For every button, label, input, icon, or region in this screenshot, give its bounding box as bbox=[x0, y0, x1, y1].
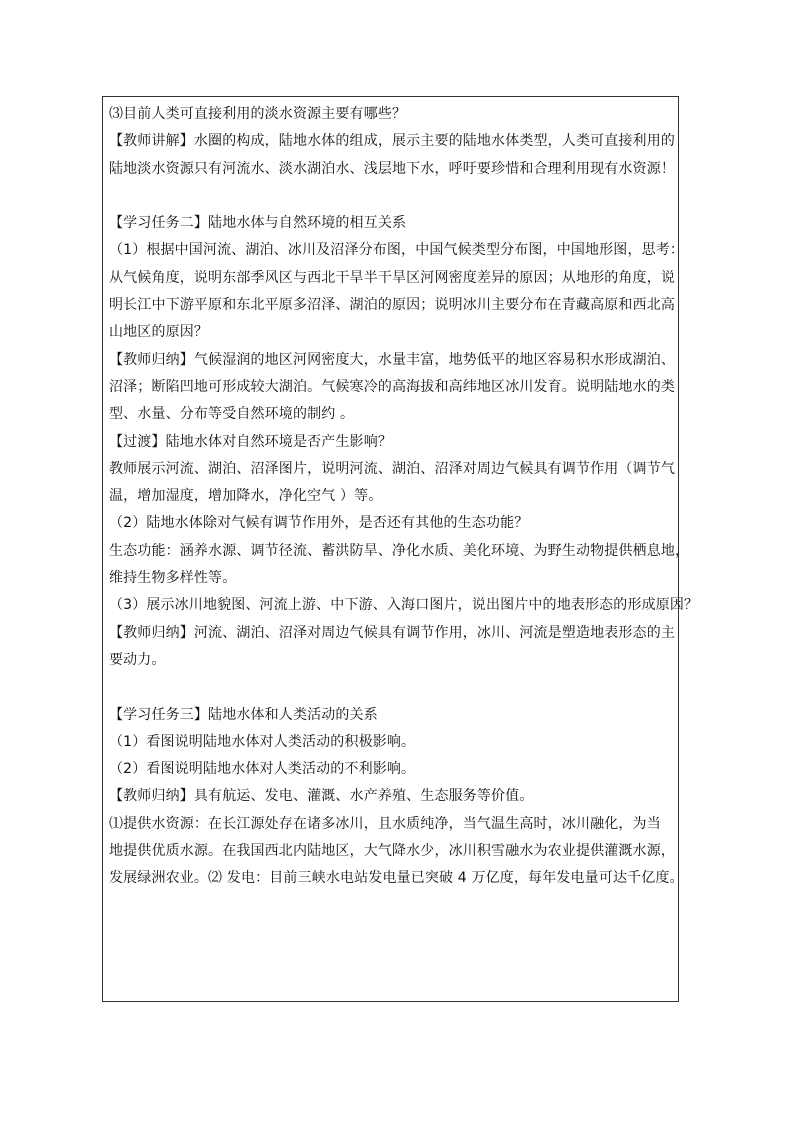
text-line: （2）陆地水体除对气候有调节作用外，是否还有其他的生态功能？ bbox=[109, 515, 529, 532]
text-line: 【过渡】陆地水体对自然环境是否产生影响？ bbox=[109, 433, 392, 450]
text-line: 沼泽；断陷凹地可形成较大湖泊。气候寒冷的高海拔和高纬地区冰川发育。说明陆地水的类 bbox=[109, 378, 675, 395]
document-text-block bbox=[109, 101, 699, 893]
blank-line bbox=[109, 183, 675, 210]
text-line: 【教师归纳】具有航运、发电、灌溉、水产养殖、生态服务等价值。 bbox=[109, 788, 534, 805]
text-line: ⑴提供水资源：在长江源处存在诸多冰川，且水质纯净，当气温生高时，冰川融化，为当 bbox=[109, 815, 661, 832]
section-heading-task-3: 【学习任务三】陆地水体和人类活动的关系 bbox=[109, 706, 378, 723]
text-line: 型、水量、分布等受自然环境的制约 。 bbox=[109, 406, 355, 423]
text-line: 山地区的原因？ bbox=[109, 324, 209, 341]
blank-line bbox=[109, 674, 675, 701]
text-line: 要动力。 bbox=[109, 651, 166, 668]
document-table-cell bbox=[102, 96, 699, 1002]
text-line: 温，增加湿度，增加降水，净化空气 ）等。 bbox=[109, 488, 383, 505]
text-line: 教师展示河流、湖泊、沼泽图片，说明河流、湖泊、沼泽对周边气候具有调节作用（调节气 bbox=[109, 460, 675, 477]
text-line: 【教师归纳】气候湿润的地区河网密度大，水量丰富，地势低平的地区容易积水形成湖泊、 bbox=[109, 351, 675, 368]
section-heading-task-2: 【学习任务二】陆地水体与自然环境的相互关系 bbox=[109, 215, 407, 232]
text-line: （3）展示冰川地貌图、河流上游、中下游、入海口图片，说出图片中的地表形态的形成原因？ bbox=[109, 597, 699, 614]
text-line: 地提供优质水源。在我国西北内陆地区，大气降水少，冰川积雪融水为农业提供灌溉水源， bbox=[109, 843, 675, 860]
text-line: 【教师讲解】水圈的构成，陆地水体的组成，展示主要的陆地水体类型，人类可直接利用的 bbox=[109, 133, 675, 150]
text-line: 陆地淡水资源只有河流水、淡水湖泊水、浅层地下水，呼吁要珍惜和合理利用现有水资源！ bbox=[109, 160, 675, 177]
text-line: 从气候角度，说明东部季风区与西北干旱半干旱区河网密度差异的原因；从地形的角度，说 bbox=[109, 269, 675, 286]
text-line: 【教师归纳】河流、湖泊、沼泽对周边气候具有调节作用，冰川、河流是塑造地表形态的主 bbox=[109, 624, 675, 641]
text-line: 明长江中下游平原和东北平原多沼泽、湖泊的原因；说明冰川主要分布在青藏高原和西北高 bbox=[109, 297, 675, 314]
text-line: （1）根据中国河流、湖泊、冰川及沼泽分布图，中国气候类型分布图，中国地形图，思考： bbox=[109, 242, 685, 259]
text-line: ⑶目前人类可直接利用的淡水资源主要有哪些？ bbox=[109, 106, 407, 122]
text-line: 发展绿洲农业。⑵ 发电：目前三峡水电站发电量已突破 4 万亿度，每年发电量可达千亿度。 bbox=[109, 870, 684, 887]
text-line: （1）看图说明陆地水体对人类活动的积极影响。 bbox=[109, 733, 416, 750]
text-line: 维持生物多样性等。 bbox=[109, 570, 237, 587]
text-line: （2）看图说明陆地水体对人类活动的不利影响。 bbox=[109, 761, 416, 778]
text-line: 生态功能：涵养水源、调节径流、蓄洪防旱、净化水质、美化环境、为野生动物提供栖息地， bbox=[109, 542, 690, 559]
